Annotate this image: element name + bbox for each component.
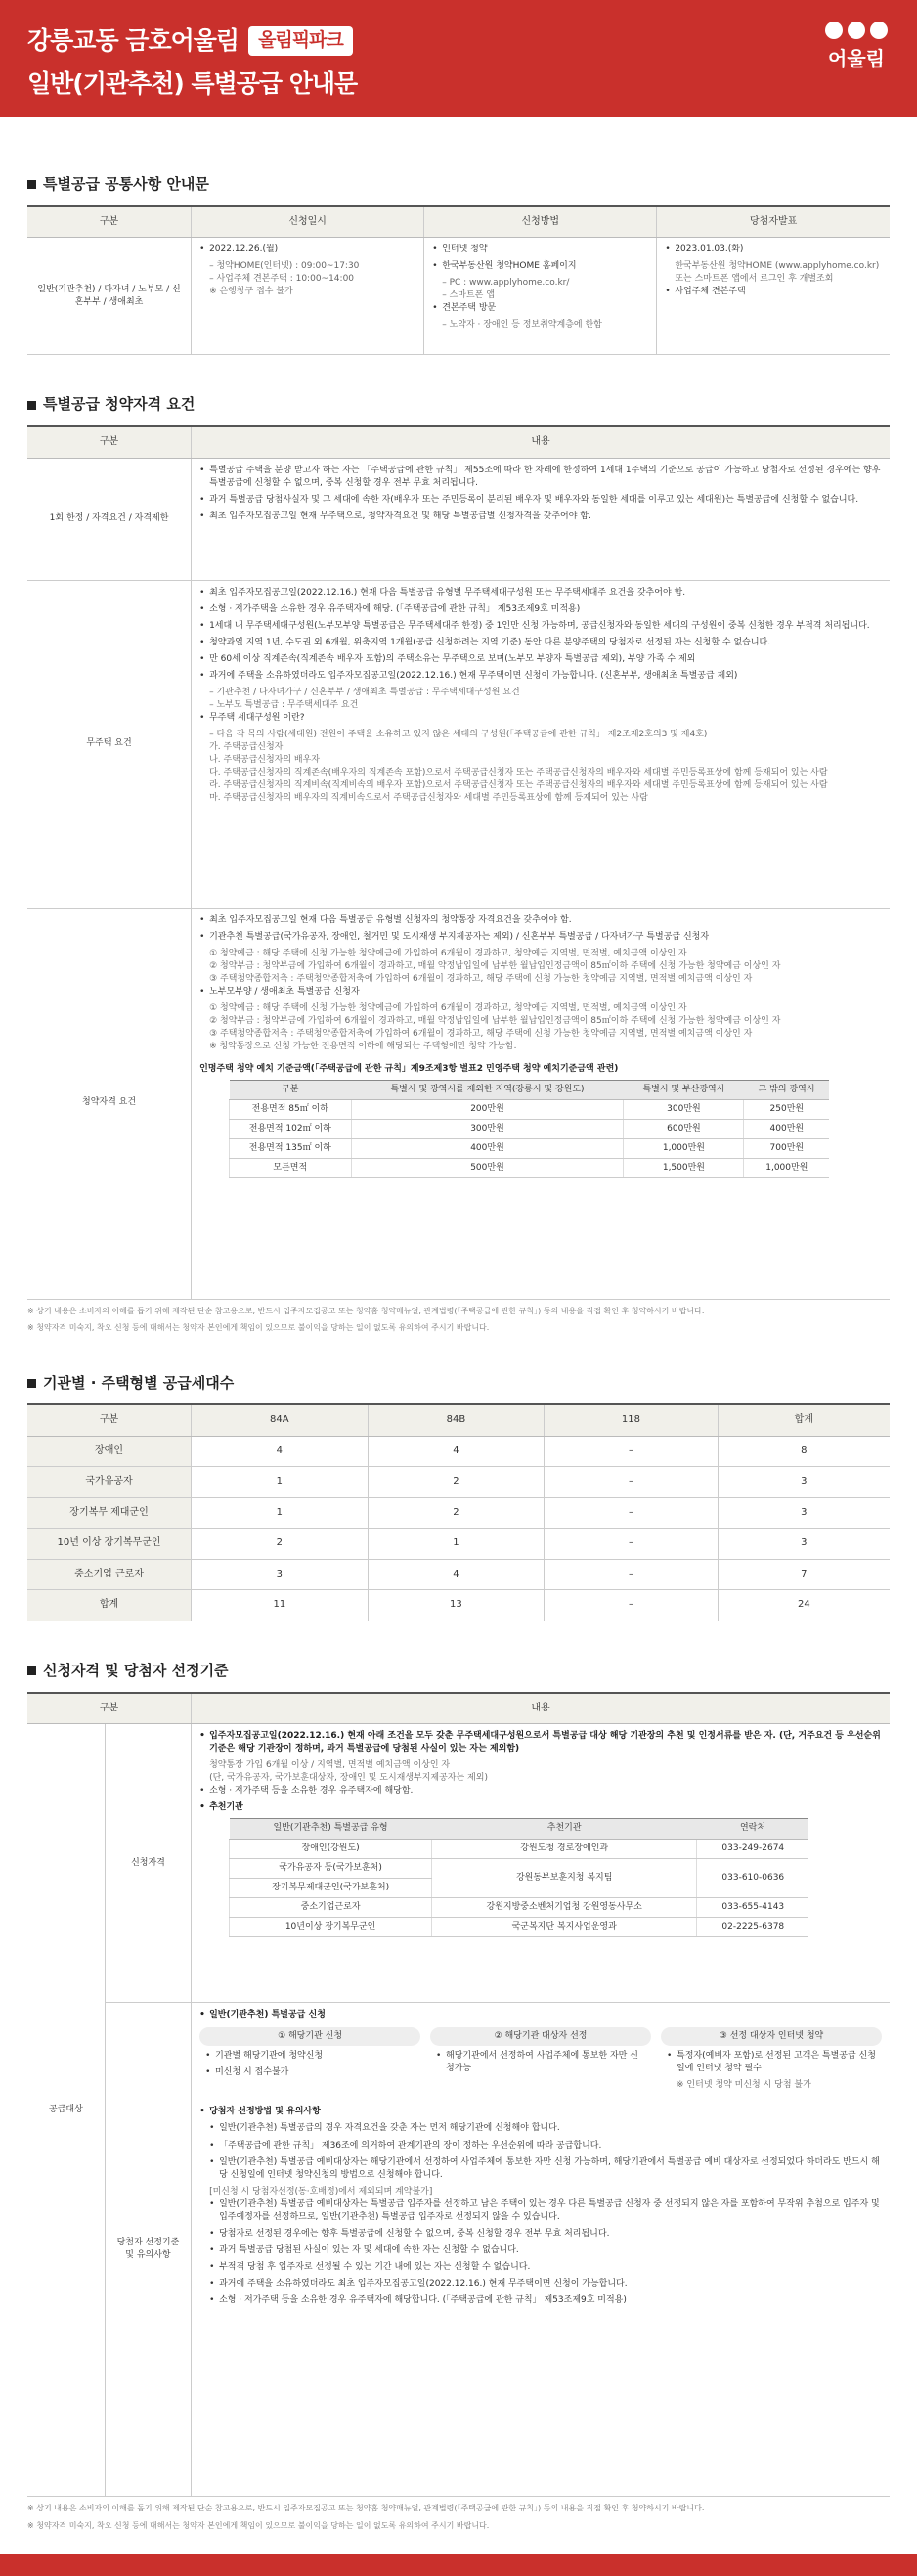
common-announce: • 2023.01.03.(화) 한국부동산원 청약HOME (www.applyhome.co.kr) 또는 스마트폰 앱에서 로그인 후 개별조회 • 사업주체 견본주택: [657, 238, 890, 355]
note-2: ※ 청약자격 미숙지, 착오 신청 등에 대해서는 청약자 본인에게 책임이 있으므로 불이익을 당하는 일이 없도록 유의하여 주시기 바랍니다.: [27, 1323, 490, 1333]
row-label-account: 청약자격 요건: [27, 908, 192, 1299]
header-title-2: 일반(기관추천) 특별공급 안내문: [27, 69, 358, 99]
common-category: 일반(기관추천) / 다자녀 / 노부모 / 신혼부부 / 생애최초: [27, 238, 192, 355]
apply-flow: ① 해당기관 신청 • 기관별 해당기관에 청약신청 • 미신청 시 접수불가 ② 해당기관 대상자 선정 • 해당기관에서 선정하여 사업주체에 통보한 자만 신청가능 ③ 선정 대상자 인터넷 청약 • 특정자(예비자 포함)로 선정된 고객은 특별공급 신청일에 인터넷 청약 필수 ※ 인터넷 청약 미신청 시 당첨 불가: [199, 2027, 882, 2096]
footer-bar: [0, 2554, 917, 2576]
common-date: • 2022.12.26.(월) – 청약HOME(인터넷) : 09:00~17:30 – 사업주체 견본주택 : 10:00~14:00 ※ 은행창구 접수 불가: [192, 238, 424, 355]
section-title-selection: 신청자격 및 당첨자 선정기준: [27, 1661, 890, 1682]
note-1: ※ 상기 내용은 소비자의 이해를 돕기 위해 제작된 단순 참고용으로, 반드시 입주자모집공고 또는 청약홈 청약매뉴얼, 관계법령(「주택공급에 관한 규칙」) 등의 내용을 직접 확인 후 청약하시기 바랍니다.: [27, 1306, 705, 1315]
sub-label-selection: 당첨자 선정기준 및 유의사항: [105, 2003, 191, 2497]
table-row: 장애인 4 4 – 8: [27, 1436, 890, 1467]
selection-table: 구분 내용 공급대상 신청자격 • 입주자모집공고일(2022.12.16.) 현재 아래 조건을 모두 갖춘 무주택세대구성원으로서 특별공급 대상 해당 기관장의 추천 및 인정서류를 받은 자. (단, 거주요건 등 우선순위 기준은 해당 기관장이 정하며, 과거 특별공급에 당첨된 사실이 있는 자는 제외함) 청약통장 가입 6개월 이상 / 지역별, 면적별 예치금액 이상인 자 (단, 국가유공자, 국가보훈대상자, 장애인 및 도시재생부지제공자는 제외) • 소형 · 저가주택 등을 소유한 경우 유주택자에 해당함. • 추천기관 일반(기관추천) 특별공급 유형 추천기관 연락처 장애인(강원도) 강원도청 경로장애인과 033-249-2674 국가유공자 등(국가보훈처) 강원동부보훈지청 복지팀 033-610-0636 장기복무제대군인(국가보훈처) 중소기업근로자 강원지방중소벤처기업청 강원영동사무소 033-655-4143 10년이상 장기복무군인 국군복지단 복지사업운영과 02-2225-6378 당첨자 선정기준 및 유의사항 • 일반(기관추천) 특별공급 신청 ① 해당기관 신청 • 기관별 해당기관에 청약신청 • 미신청 시 접수불가 ② 해당기관 대상자 선정 • 해당기관에서 선정하여 사업주체에 통보한 자만 신청가능 ③ 선정 대상자 인터넷 청약 • 특정자(예비자 포함)로 선정된 고객은 특별공급 신청일에 인터넷 청약 필수 ※ 인터넷 청약 미신청 시 당첨 불가 • 당첨자 선정방법 및 유의사항 • 일반(기관추천) 특별공급의 경우 자격요건을 갖춘 자는 먼저 해당기관에 신청해야 합니다. • 「주택공급에 관한 규칙」 제36조에 의거하여 관계기관의 장이 정하는 우선순위에 따라 공급합니다. • 일반(기관추천) 특별공급 예비대상자는 해당기관에서 선정하여 사업주체에 통보한 자만 신청 가능하며, 해당기관에서 특별공급 예비 대상자로 선정되었다 하더라도 반드시 해당 신청일에 인터넷 청약신청의 방법으로 신청해야 합니다. [미신청 시 당첨자선정(동·호배정)에서 제외되며 계약불가] • 일반(기관추천) 특별공급 예비대상자는 특별공급 입주자를 선정하고 남은 주택이 있는 경우 다른 특별공급 신청자 중 선정되지 않은 자를 포함하여 무작위 추첨으로 입주자 및 입주예정자를 선정하므로, 일반(기관추천) 특별공급 입주자로 선정되지 않을 수 있습니다. • 당첨자로 선정된 경우에는 향후 특별공급에 신청할 수 없으며, 중복 신청할 경우 전부 무효 처리됩니다. • 과거 특별공급 당첨된 사실이 있는 자 및 세대에 속한 자는 신청할 수 없습니다. • 부적격 당첨 후 입주자로 선정될 수 있는 기간 내에 있는 자는 신청할 수 없습니다. • 과거에 주택을 소유하였더라도 최초 입주자모집공고일(2022.12.16.) 현재 무주택이면 신청이 가능합니다. • 소형 · 저가주택 등을 소유한 경우 유주택자에 해당합니다. (「주택공급에 관한 규칙」 제53조제9호 미적용): [27, 1692, 890, 2498]
title-badge: 올림픽파크: [248, 26, 353, 56]
row-label-homeless: 무주택 요건: [27, 580, 192, 908]
section-title-common: 특별공급 공통사항 안내문: [27, 174, 890, 196]
supply-target-label: 공급대상: [27, 1724, 105, 2497]
table-row: 국가유공자 1 2 – 3: [27, 1467, 890, 1498]
table-row: 합계 11 13 – 24: [27, 1590, 890, 1621]
row-label-limit: 1회 한정 / 자격요건 / 자격제한: [27, 458, 192, 580]
deposit-table: 구분 특별시 및 광역시를 제외한 지역(강릉시 및 강원도) 특별시 및 부산광역시 그 밖의 광역시 전용면적 85㎡ 이하 200만원 300만원 250만원 전용면적 102㎡ 이하 300만원 600만원 400만원 전용면적 135㎡ 이하 400만원 1,000만원 700만원 모든면적 500만원 1,500만원 1,000만원: [229, 1080, 829, 1178]
note-3: ※ 상기 내용은 소비자의 이해를 돕기 위해 제작된 단순 참고용으로, 반드시 입주자모집공고 또는 청약홈 청약매뉴얼, 관계법령(「주택공급에 관한 규칙」) 등의 내용을 직접 확인 후 청약하시기 바랍니다.: [27, 2504, 705, 2513]
table-row: 10년 이상 장기복무군인 2 1 – 3: [27, 1529, 890, 1560]
note-4: ※ 청약자격 미숙지, 착오 신청 등에 대해서는 청약자 본인에게 책임이 있으므로 불이익을 당하는 일이 없도록 유의하여 주시기 바랍니다.: [27, 2520, 490, 2530]
agency-table: 일반(기관추천) 특별공급 유형 추천기관 연락처 장애인(강원도) 강원도청 경로장애인과 033-249-2674 국가유공자 등(국가보훈처) 강원동부보훈지청 복지팀 033-610-0636 장기복무제대군인(국가보훈처) 중소기업근로자 강원지방중소벤처기업청 강원영동사무소 033-655-4143 10년이상 장기복무군인 국군복지단 복지사업운영과 02-2225-6378: [229, 1818, 808, 1936]
logo-text: 어울림: [828, 47, 885, 70]
title-text: 강릉교동 금호어울림: [27, 26, 240, 55]
section-title-supply: 기관별 · 주택형별 공급세대수: [27, 1373, 890, 1395]
common-method: • 인터넷 청약 • 한국부동산원 청약HOME 홈페이지 – PC : www.applyhome.co.kr/ – 스마트폰 앱 • 견본주택 방문 – 노약자 · 장애인 등 정보취약계층에 한함: [424, 238, 657, 355]
qualification-table: 구분 내용 1회 한정 / 자격요건 / 자격제한 • 특별공급 주택을 분양 받고자 하는 자는 「주택공급에 관한 규칙」 제55조에 따라 한 차례에 한정하여 1세대 1주택의 기준으로 공급이 가능하고 당첨자로 선정된 경우에는 향후 특별공급에 신청할 수 없으며, 중복 신청할 경우 전부 무효 처리됩니다. • 과거 특별공급 당첨사실자 및 그 세대에 속한 자(배우자 또는 주민등록이 분리된 배우자 및 배우자와 동일한 세대를 이루고 있는 세대원)는 특별공급에 신청할 수 없습니다. • 최초 입주자모집공고일 현재 무주택으로, 청약자격요건 및 해당 특별공급별 신청자격을 갖추어야 함. 무주택 요건 • 최초 입주자모집공고일(2022.12.16.) 현재 다음 특별공급 유형별 무주택세대구성원 또는 무주택세대주 요건을 갖추어야 함. • 소형 · 저가주택을 소유한 경우 유주택자에 해당. (「주택공급에 관한 규칙」 제53조제9호 미적용) • 1세대 내 무주택세대구성원(노부모부양 특별공급은 무주택세대주 한정) 중 1인만 신청 가능하며, 공급신청자와 동일한 세대의 구성원이 중복 신청한 경우 부적격 처리됩니다. • 청약과열 지역 1년, 수도권 외 6개월, 위축지역 1개월(공급 신청하려는 지역 기준) 동안 다른 분양주택의 당첨자로 선정된 자는 신청할 수 없습니다. • 만 60세 이상 직계존속(직계존속 배우자 포함)의 주택소유는 무주택으로 보며(노부모 부양자 특별공급 제외), 부양 가족 수 제외 • 과거에 주택을 소유하였더라도 입주자모집공고일(2022.12.16.) 현재 무주택이면 신청이 가능합니다. (신혼부부, 생애최초 특별공급 제외) – 기관추천 / 다자녀가구 / 신혼부부 / 생애최초 특별공급 : 무주택세대구성원 요건 – 노부모 특별공급 : 무주택세대주 요건 • 무주택 세대구성원 이란? – 다음 각 목의 사람(세대원) 전원이 주택을 소유하고 있지 않은 세대의 구성원(「주택공급에 관한 규칙」 제2조제2호의3 및 제4호) 가. 주택공급신청자 나. 주택공급신청자의 배우자 다. 주택공급신청자의 직계존속(배우자의 직계존속 포함)으로서 주택공급신청자 또는 주택공급신청자의 배우자와 세대별 주민등록표상에 함께 등재되어 있는 사람 라. 주택공급신청자의 직계비속(직계비속의 배우자 포함)으로서 주택공급신청자 또는 주택공급신청자의 배우자와 세대별 주민등록표상에 함께 등재되어 있는 사람 마. 주택공급신청자의 배우자의 직계비속으로서 주택공급신청자와 세대별 주민등록표상에 함께 등재되어 있는 사람 청약자격 요건 • 최초 입주자모집공고일 현재 다음 특별공급 유형별 신청자의 청약통장 자격요건을 갖추어야 함. • 기관추천 특별공급(국가유공자, 장애인, 철거민 및 도시재생 부지제공자는 제외) / 신혼부부 특별공급 / 다자녀가구 특별공급 신청자 ① 청약예금 : 해당 주택에 신청 가능한 청약예금에 가입하여 6개월이 경과하고, 청약예금 지역별, 면적별, 예치금액 이상인 자 ② 청약부금 : 청약부금에 가입하여 6개월이 경과하고, 매월 약정납입일에 납부한 월납입인정금액이 85㎡이하 주택에 신청 가능한 청약예금 이상인 자 ③ 주택청약종합저축 : 주택청약종합저축에 가입하여 6개월이 경과하고, 해당 주택에 신청 가능한 청약예금 지역별, 면적별 예치금액 이상인 자 • 노부모부양 / 생애최초 특별공급 신청자 ① 청약예금 : 해당 주택에 신청 가능한 청약예금에 가입하여 6개월이 경과하고, 청약예금 지역별, 면적별, 예치금액 이상인 자 ② 청약부금 : 청약부금에 가입하여 6개월이 경과하고, 매월 약정납입일에 납부한 월납입인정금액이 85㎡이하 주택에 신청 가능한 청약예금 이상인 자 ③ 주택청약종합저축 : 주택청약종합저축에 가입하여 6개월이 경과하고, 해당 주택에 신청 가능한 청약예금 지역별, 면적별 예치금액 이상인 자 ※ 청약통장으로 신청 가능한 전용면적 이하에 해당되는 주택형에만 청약 가능함. 인명주택 청약 예치 기준금액(「주택공급에 관한 규칙」제9조제3항 별표2 민영주택 청약 예치기준금액 관련) 구분 특별시 및 광역시를 제외한 지역(강릉시 및 강원도) 특별시 및 부산광역시 그 밖의 광역시 전용면적 85㎡ 이하 200만원 300만원 250만원 전용면적 102㎡ 이하 300만원 600만원 400만원 전용면적 135㎡ 이하 400만원 1,000만원 700만원 모든면적 500만원 1,500만원 1,000만원: [27, 425, 890, 1300]
table-row: 중소기업 근로자 3 4 – 7: [27, 1559, 890, 1590]
brand-logo: [825, 22, 888, 73]
table-row: 장기복무 제대군인 1 2 – 3: [27, 1497, 890, 1529]
sub-label-qual: 신청자격: [105, 1724, 191, 2003]
section-title-qualification: 특별공급 청약자격 요건: [27, 394, 890, 416]
header-banner: [0, 0, 917, 117]
supply-table: 구분 84A 84B 118 합계 장애인 4 4 – 8 국가유공자 1 2 – 3 장기복무 제대군인 1 2 – 3 10년 이상 장기복무군인 2 1 – 3 중소기업 근로자 3 4 – 7 합계 11 13 – 24: [27, 1403, 890, 1621]
header-title-1: [27, 23, 890, 59]
common-table: 구분 신청일시 신청방법 당첨자발표 일반(기관추천) / 다자녀 / 노부모 / 신혼부부 / 생애최초 • 2022.12.26.(월) – 청약HOME(인터넷) : 09:00~17:30 – 사업주체 견본주택 : 10:00~14:00 ※ 은행창구 접수 불가 • 인터넷 청약 • 한국부동산원 청약HOME 홈페이지 – PC : www.applyhome.co.kr/ – 스마트폰 앱 • 견본주택 방문 – 노약자 · 장애인 등 정보취약계층에 한함 • 2023.01.03.(화) 한국부동산원 청약HOME (www.applyhome.co.kr) 또는 스마트폰 앱에서 로그인 후 개별조회 • 사업주체 견본주택: [27, 205, 890, 356]
